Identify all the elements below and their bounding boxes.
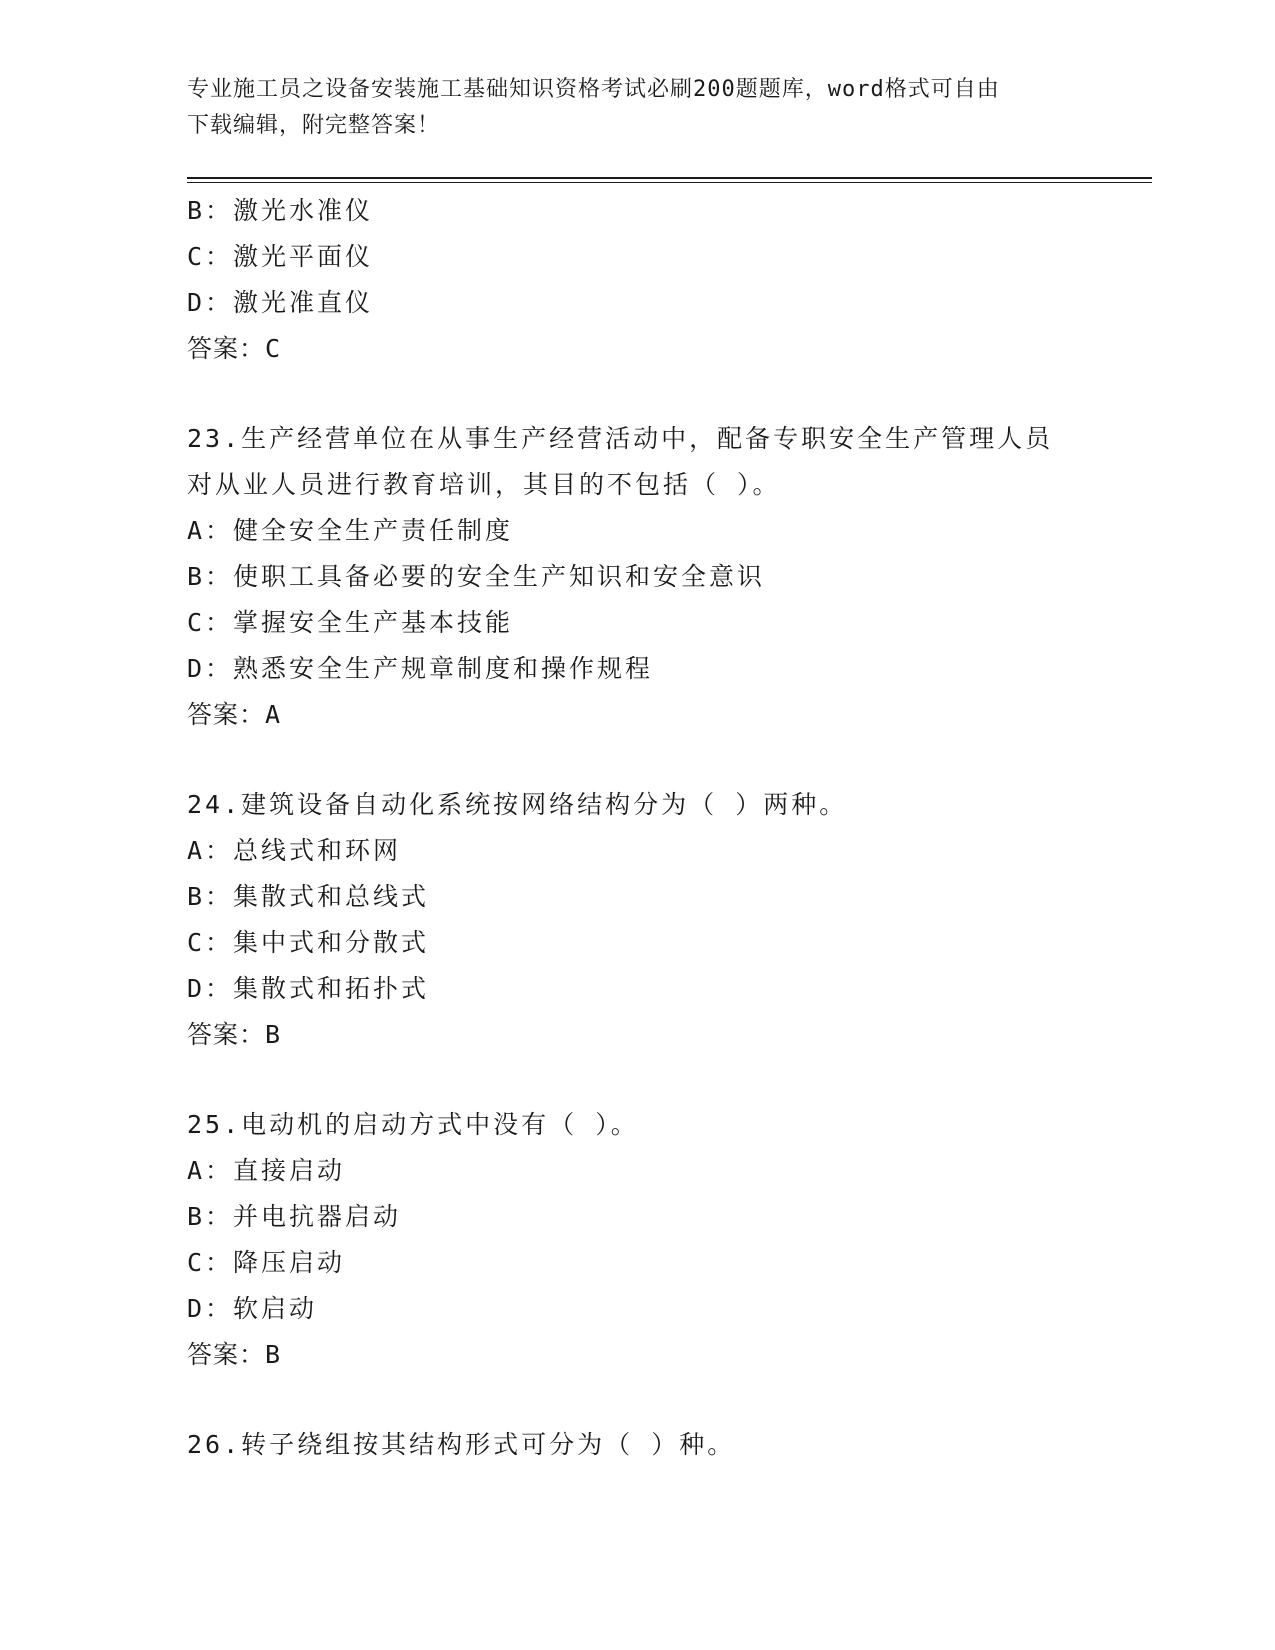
q22-option-b: B：激光水准仪 [187, 196, 374, 225]
q24-answer: 答案：B [187, 1020, 282, 1049]
q23-stem-line-2: 对从业人员进行教育培训，其目的不包括（ ）。 [187, 470, 781, 499]
q24-option-d: D：集散式和拓扑式 [187, 974, 430, 1003]
header-rule-thick [187, 177, 1152, 179]
q25-option-d: D：软启动 [187, 1294, 318, 1323]
q24-option-c: C：集中式和分散式 [187, 928, 430, 957]
q24-option-b: B：集散式和总线式 [187, 882, 430, 911]
spacer [187, 1378, 1107, 1422]
spacer [187, 1058, 1107, 1102]
question-25 [187, 1102, 1107, 1378]
q23-option-b: B：使职工具备必要的安全生产知识和安全意识 [187, 562, 766, 591]
question-23 [187, 416, 1107, 738]
q25-option-a: A：直接启动 [187, 1156, 346, 1185]
q22-answer: 答案：C [187, 334, 282, 363]
q23-stem-line-1: 23.生产经营单位在从事生产经营活动中，配备专职安全生产管理人员 [187, 424, 1054, 453]
header-line-1: 专业施工员之设备安装施工基础知识资格考试必刷200题题库，word格式可自由 [187, 77, 1000, 102]
q25-stem: 25.电动机的启动方式中没有（ ）。 [187, 1110, 639, 1139]
q23-option-a: A：健全安全生产责任制度 [187, 516, 514, 545]
q22-option-d: D：激光准直仪 [187, 288, 374, 317]
q25-option-c: C：降压启动 [187, 1248, 346, 1277]
q23-answer: 答案：A [187, 700, 282, 729]
spacer [187, 372, 1107, 416]
spacer [187, 738, 1107, 782]
header-line-2: 下载编辑，附完整答案！ [187, 113, 441, 138]
question-22 [187, 188, 1107, 372]
q26-stem: 26.转子绕组按其结构形式可分为（ ）种。 [187, 1430, 736, 1459]
question-list [187, 188, 1107, 1468]
q22-option-c: C：激光平面仪 [187, 242, 374, 271]
q25-option-b: B：并电抗器启动 [187, 1202, 402, 1231]
question-26 [187, 1422, 1107, 1468]
q23-option-d: D：熟悉安全生产规章制度和操作规程 [187, 654, 654, 683]
q24-stem: 24.建筑设备自动化系统按网络结构分为（ ）两种。 [187, 790, 848, 819]
q24-option-a: A：总线式和环网 [187, 836, 402, 865]
q25-answer: 答案：B [187, 1340, 282, 1369]
document-header [187, 72, 1067, 144]
header-rule-thin [187, 182, 1152, 183]
q23-option-c: C：掌握安全生产基本技能 [187, 608, 514, 637]
question-24 [187, 782, 1107, 1058]
